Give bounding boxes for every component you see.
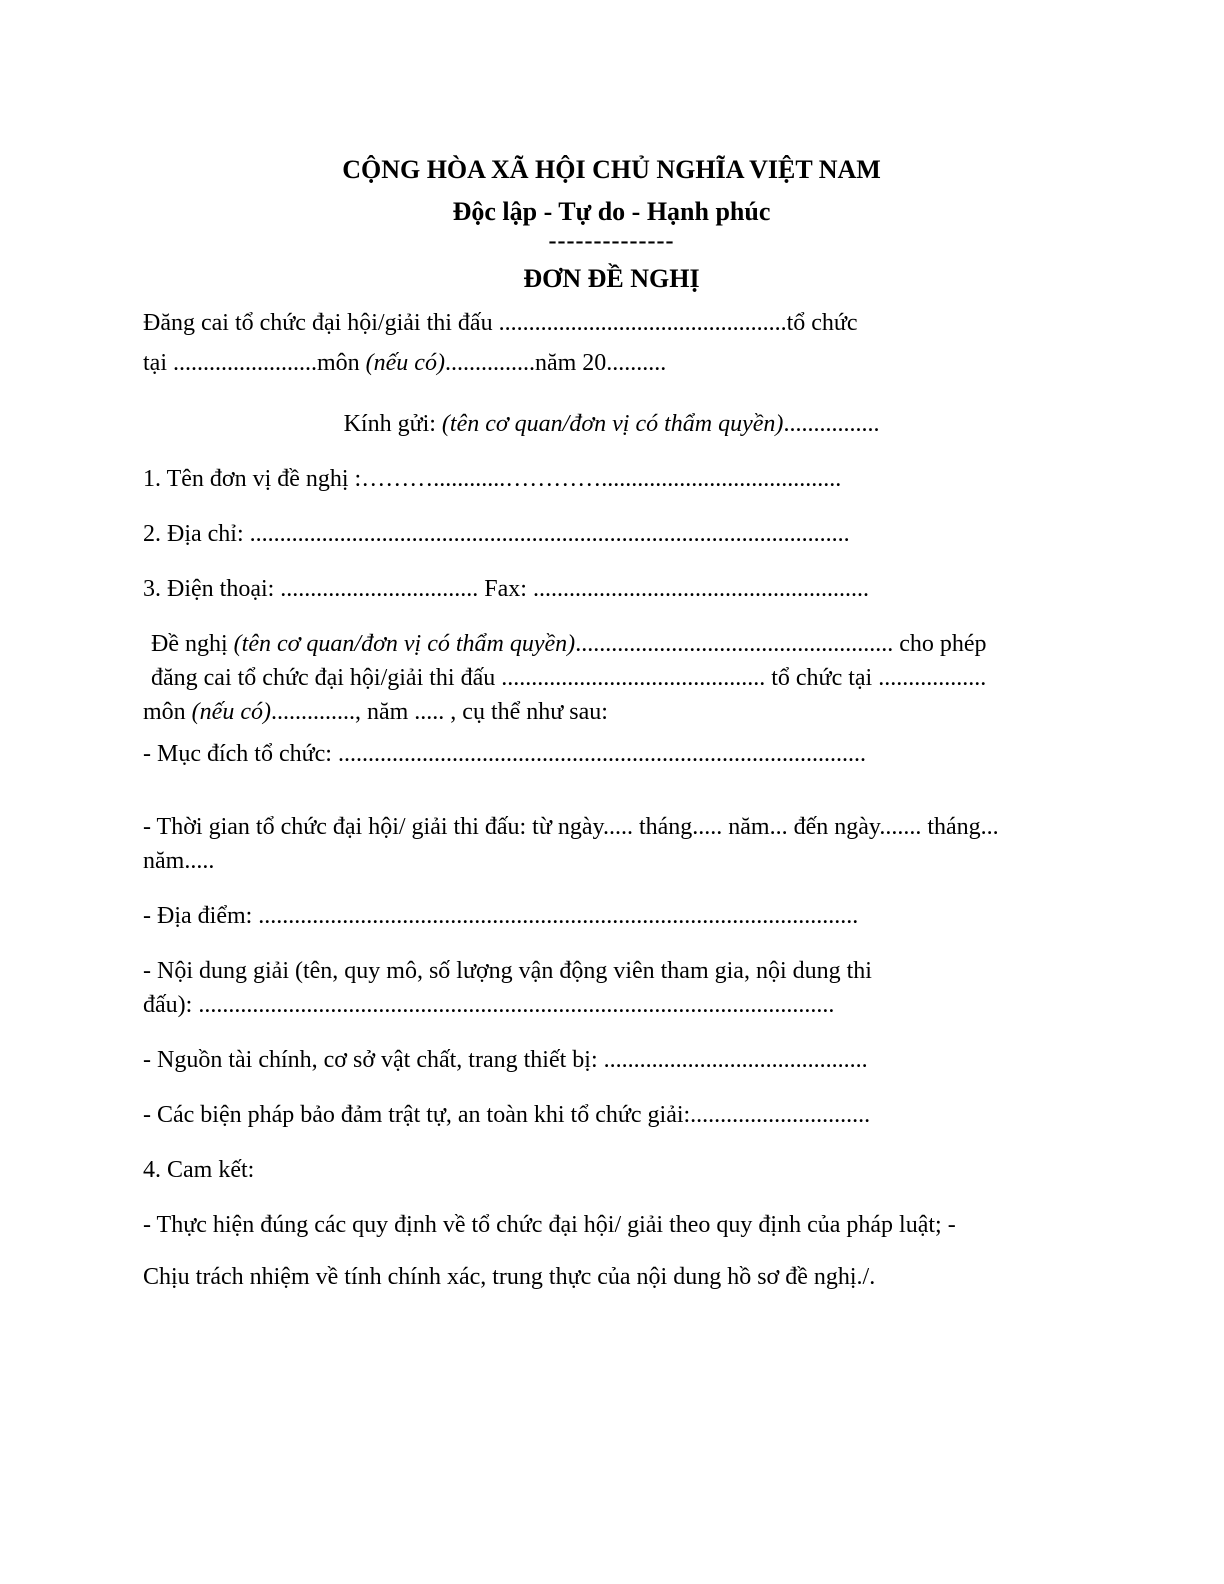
field-unit-name: 1. Tên đơn vị đề nghị :………............…………........................................: [143, 466, 842, 492]
recipient-line: [143, 407, 1080, 441]
item-content-line-1: - Nội dung giải (tên, quy mô, số lượng vận động viên tham gia, nội dung thi: [143, 958, 872, 984]
field-address: 2. Địa chỉ: ....................................................................................................: [143, 521, 850, 547]
request-line-3-note: (nếu có): [191, 699, 271, 725]
request-line-1-note: (tên cơ quan/đơn vị có thẩm quyền): [233, 631, 576, 657]
subject-line-2-note: (nếu có): [365, 350, 445, 376]
request-line-1: [143, 627, 1080, 661]
subject-line-1: Đăng cai tổ chức đại hội/giải thi đấu ................................................tổ chức: [143, 310, 858, 336]
national-motto: Độc lập - Tự do - Hạnh phúc: [452, 197, 771, 226]
recipient-prefix: Kính gửi:: [343, 411, 442, 437]
header-separator: --------------: [548, 228, 675, 254]
commitment-heading: 4. Cam kết:: [143, 1157, 255, 1183]
request-paragraph: [143, 627, 1080, 729]
recipient-dotted-blank: ................: [783, 411, 880, 437]
commitment-line-1: - Thực hiện đúng các quy định về tổ chức đại hội/ giải theo quy định của pháp luật; -: [143, 1212, 956, 1238]
document-header: [143, 155, 1080, 295]
item-venue: - Địa điểm: ....................................................................................................: [143, 903, 859, 929]
item-content: [143, 954, 1080, 1022]
item-time-line-2: năm.....: [143, 848, 215, 874]
request-line-1-tail: ..................................................... cho phép: [575, 631, 987, 657]
commitment-line-2: Chịu trách nhiệm về tính chính xác, trung thực của nội dung hồ sơ đề nghị./.: [143, 1264, 876, 1290]
field-phone-fax: 3. Điện thoại: ................................. Fax: ........................................................: [143, 576, 869, 602]
item-time-line-1: - Thời gian tổ chức đại hội/ giải thi đấu: từ ngày..... tháng..... năm... đến ngày....... tháng...: [143, 814, 999, 840]
item-content-line-2: đấu): ..........................................................................................................: [143, 992, 835, 1018]
document-title: ĐƠN ĐỀ NGHỊ: [523, 264, 700, 293]
subject-line-2-tail: ...............năm 20..........: [444, 350, 667, 376]
request-line-3: [143, 695, 1080, 729]
recipient-authority-note: (tên cơ quan/đơn vị có thẩm quyền): [441, 411, 784, 437]
subject-paragraph: [143, 303, 1080, 383]
request-line-3-tail: .............., năm ..... , cụ thể như sau:: [270, 699, 608, 725]
national-title: CỘNG HÒA XÃ HỘI CHỦ NGHĨA VIỆT NAM: [342, 155, 881, 184]
item-purpose: - Mục đích tổ chức: ........................................................................................: [143, 741, 866, 767]
request-line-2: đăng cai tổ chức đại hội/giải thi đấu ............................................ tổ chức tại ..................: [151, 665, 987, 691]
request-line-1-text: Đề nghị: [151, 631, 234, 657]
request-line-3-text: môn: [143, 699, 192, 725]
item-time: [143, 810, 1080, 878]
subject-line-2: [143, 343, 1080, 383]
item-safety: - Các biện pháp bảo đảm trật tự, an toàn khi tổ chức giải:..............................: [143, 1102, 871, 1128]
subject-line-2-text: tại ........................môn: [143, 350, 366, 376]
item-finance: - Nguồn tài chính, cơ sở vật chất, trang thiết bị: ............................................: [143, 1047, 868, 1073]
